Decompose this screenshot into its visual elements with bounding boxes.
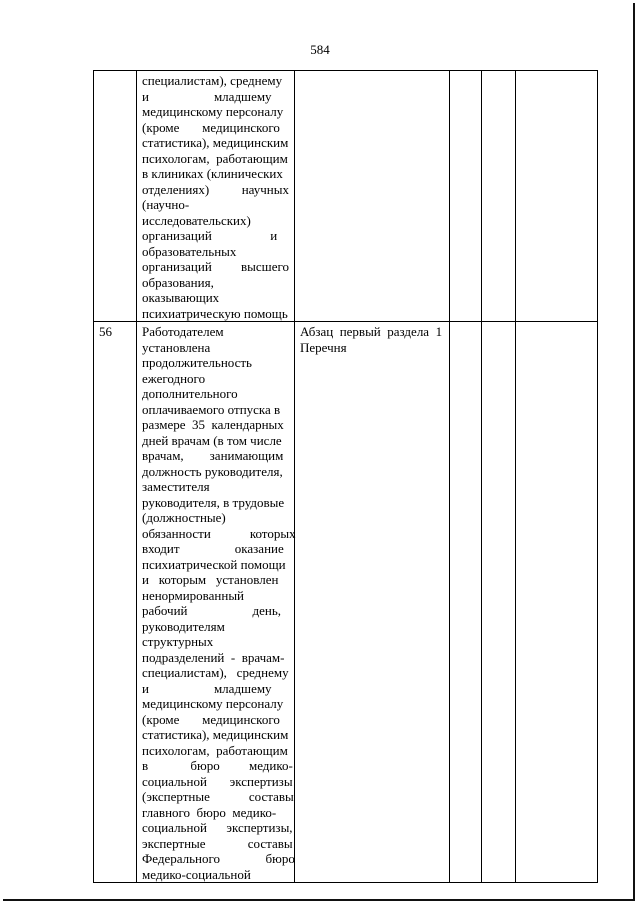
- text-line: установлена: [142, 339, 211, 355]
- text-line: продолжительность: [142, 355, 252, 370]
- text-line: Перечня: [300, 339, 347, 355]
- text-line: заместителя: [142, 479, 210, 494]
- text-line: медицинскому персоналу: [142, 104, 284, 119]
- text-line: образования,: [142, 274, 214, 290]
- text-line: структурных: [142, 634, 214, 649]
- row-number-cell: [94, 71, 137, 322]
- text-line: и младшему: [142, 680, 272, 696]
- text-line: оплачиваемого отпуска в: [142, 401, 281, 417]
- text-line: в клиниках (клинических: [142, 166, 283, 181]
- source-cell: [295, 71, 450, 322]
- text-line: психиатрическую помощь: [142, 305, 288, 321]
- text-line: исследовательских): [142, 212, 251, 228]
- text-line: оказывающих: [142, 290, 220, 305]
- requirement-cell: [137, 322, 295, 883]
- source-cell: [295, 322, 450, 883]
- text-line: ненормированный: [142, 587, 245, 603]
- empty-cell: [516, 71, 598, 322]
- text-line: подразделений - врачам-: [142, 649, 285, 665]
- text-line: и младшему: [142, 88, 272, 104]
- text-line: психологам, работающим: [142, 742, 288, 758]
- requirements-table: [93, 70, 598, 883]
- page-number: 584: [310, 42, 330, 57]
- text-line: социальной экспертизы: [142, 773, 293, 789]
- text-line: главного бюро медико-: [142, 804, 277, 820]
- text-line: (экспертные составы: [142, 789, 294, 804]
- text-line: (должностные): [142, 510, 226, 525]
- text-line: экспертные составы: [142, 835, 293, 851]
- text-line: входит оказание: [142, 541, 284, 556]
- text-line: образовательных: [142, 243, 237, 259]
- text-line: Федерального бюро: [142, 851, 295, 866]
- text-line: рабочий день,: [142, 603, 282, 618]
- requirement-cell: [137, 71, 295, 322]
- text-line: статистика), медицинским: [142, 135, 289, 150]
- text-line: руководителя, в трудовые: [142, 494, 285, 510]
- text-line: руководителям: [142, 618, 225, 634]
- text-line: Абзац первый раздела 1: [300, 324, 443, 339]
- text-line: медико-социальной: [142, 866, 251, 882]
- text-line: медицинскому персоналу: [142, 696, 284, 711]
- text-line: отделениях) научных: [142, 181, 289, 197]
- text-line: в бюро медико-: [142, 758, 293, 773]
- empty-cell: [450, 71, 482, 322]
- text-line: организаций высшего: [142, 259, 289, 274]
- table-row: [94, 71, 598, 322]
- text-line: дней врачам (в том числе: [142, 432, 282, 448]
- empty-cell: [482, 322, 516, 883]
- text-line: (кроме медицинского: [142, 119, 280, 135]
- empty-cell: [516, 322, 598, 883]
- text-line: Работодателем: [142, 324, 224, 339]
- empty-cell: [450, 322, 482, 883]
- text-line: (научно-: [142, 197, 190, 212]
- empty-cell: [482, 71, 516, 322]
- text-line: специалистам), среднему: [142, 665, 289, 680]
- text-line: врачам, занимающим: [142, 448, 284, 463]
- text-line: статистика), медицинским: [142, 727, 289, 742]
- text-line: (кроме медицинского: [142, 711, 280, 727]
- text-line: социальной экспертизы,: [142, 820, 293, 835]
- text-line: и которым установлен: [142, 572, 279, 587]
- table-row: [94, 322, 598, 883]
- text-line: ежегодного: [142, 370, 206, 386]
- text-line: обязанности которых: [142, 525, 296, 541]
- text-line: дополнительного: [142, 386, 238, 401]
- text-line: психологам, работающим: [142, 150, 288, 166]
- row-number-cell: 56: [94, 322, 137, 883]
- text-line: размере 35 календарных: [142, 417, 284, 432]
- text-line: должность руководителя,: [142, 463, 283, 479]
- text-line: психиатрической помощи: [142, 556, 286, 572]
- text-line: специалистам), среднему: [142, 73, 283, 88]
- text-line: организаций и: [142, 228, 278, 243]
